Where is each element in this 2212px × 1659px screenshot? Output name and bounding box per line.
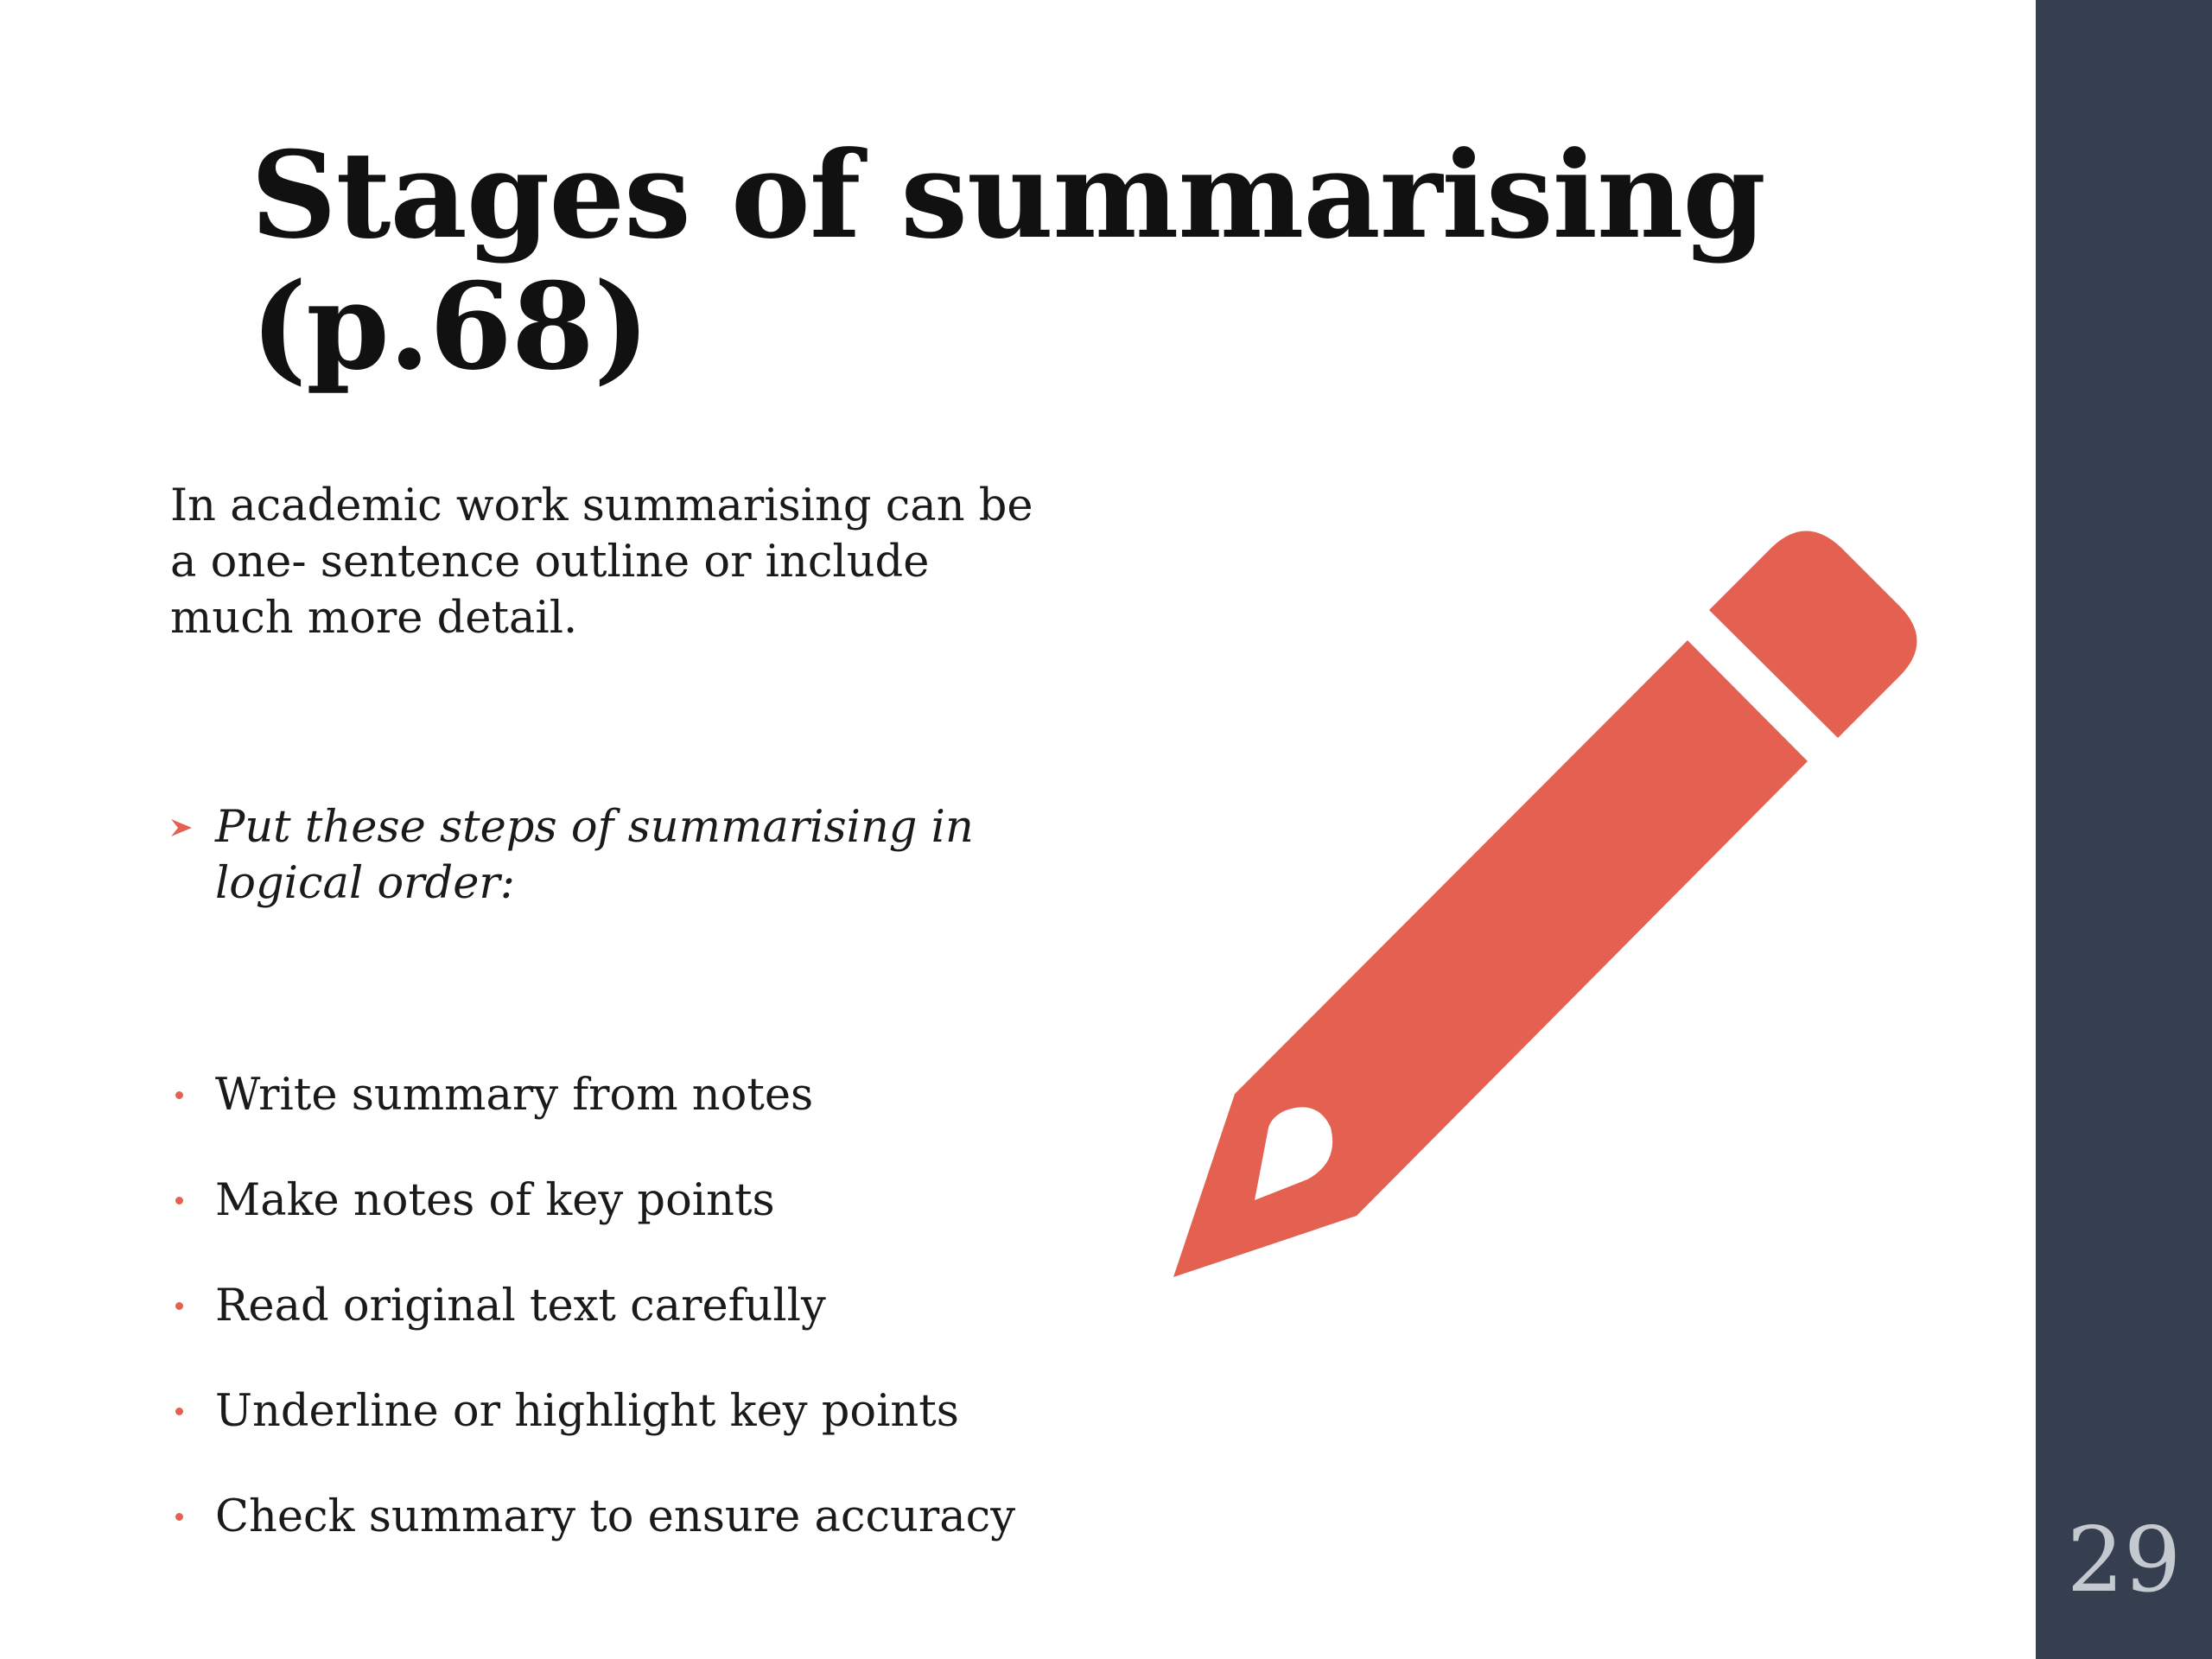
step-label: Underline or highlight key points — [215, 1386, 959, 1437]
list-item — [170, 1383, 1207, 1489]
intro-line: In academic work summarising can be — [170, 480, 1033, 531]
dot-bullet-icon — [170, 1173, 188, 1229]
slide-title — [251, 124, 1892, 397]
step-label: Check summary to ensure accuracy — [215, 1491, 1016, 1542]
sidebar-panel — [2036, 0, 2212, 1659]
slide-title-line: Stages of summarising — [251, 124, 1765, 265]
dot-bullet-icon — [170, 1278, 188, 1334]
intro-line: much more detail. — [170, 593, 578, 644]
list-item — [170, 1067, 1207, 1173]
instruction-text — [215, 799, 1103, 912]
step-label: Read original text carefully — [215, 1281, 826, 1332]
slide-number: 29 — [2066, 1507, 2182, 1612]
steps-list — [170, 1067, 1207, 1594]
arrowhead-bullet-icon — [170, 799, 210, 855]
instruction-line: logical order: — [215, 858, 515, 909]
pencil-icon — [1158, 527, 1936, 1305]
list-item — [170, 1278, 1207, 1383]
list-item — [170, 1173, 1207, 1278]
instruction-line: Put these steps of summarising in — [215, 802, 974, 853]
intro-line: a one- sentence outline or include — [170, 537, 930, 588]
dot-bullet-icon — [170, 1383, 188, 1440]
intro-paragraph — [170, 478, 1103, 646]
step-label: Make notes of key points — [215, 1175, 775, 1226]
step-label: Write summary from notes — [215, 1070, 814, 1121]
dot-bullet-icon — [170, 1489, 188, 1545]
list-item — [170, 1489, 1207, 1594]
slide-title-line: (p.68) — [251, 256, 650, 397]
instruction-item — [170, 799, 1103, 912]
dot-bullet-icon — [170, 1067, 188, 1123]
